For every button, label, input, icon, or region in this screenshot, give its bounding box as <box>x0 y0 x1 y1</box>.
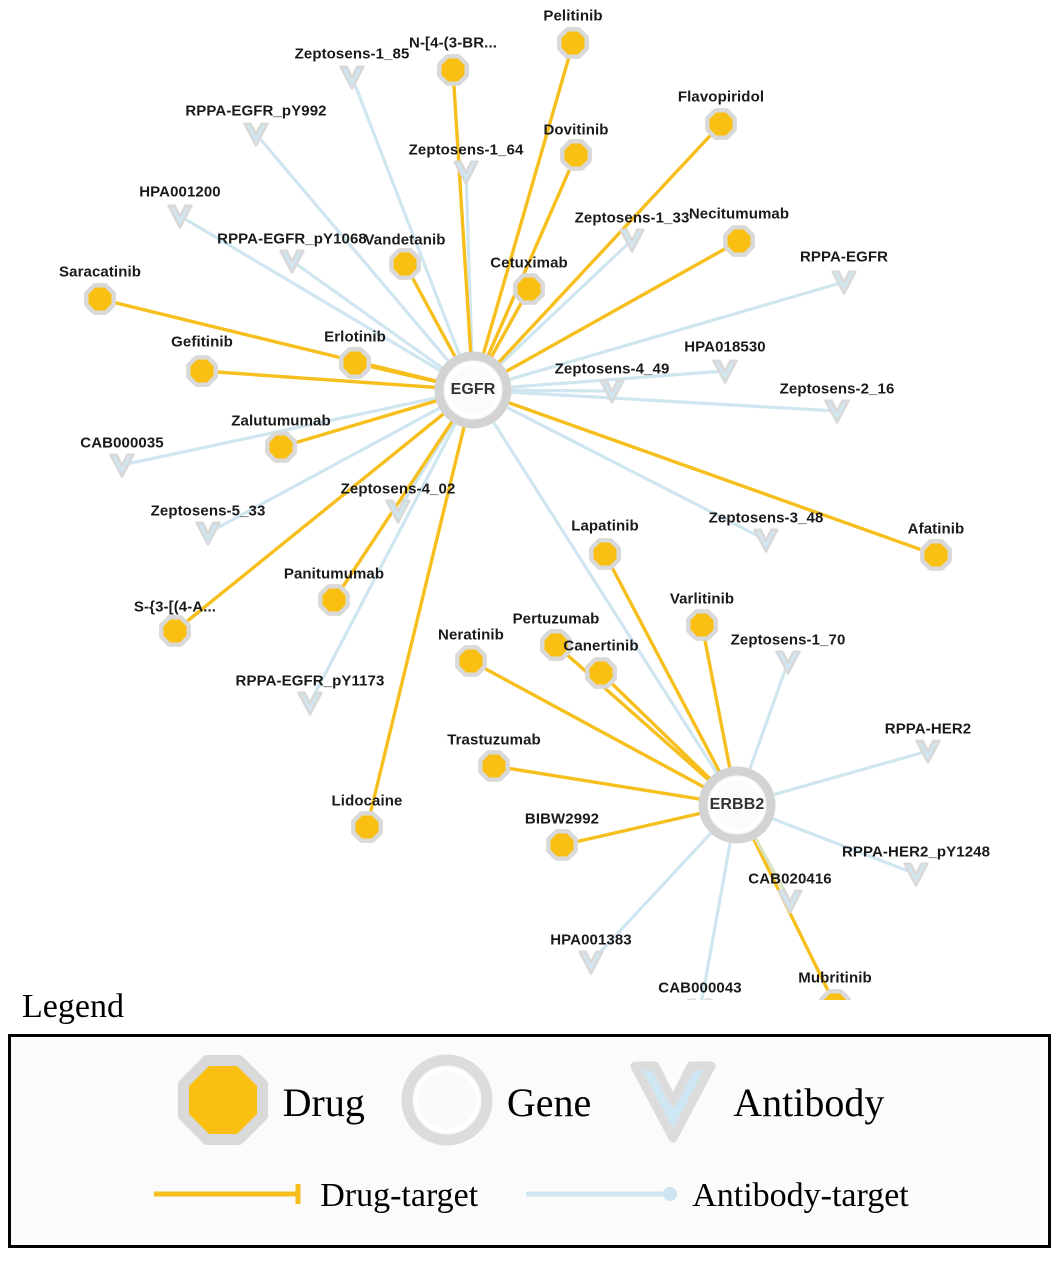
antibody-label: Zeptosens-4_02 <box>340 480 456 498</box>
antibody-label: RPPA-HER2 <box>884 720 972 738</box>
drug-octagon-icon <box>175 1052 271 1153</box>
legend-item-antibody-target <box>522 1177 909 1215</box>
gene-circle-icon <box>399 1052 495 1153</box>
drug-node <box>342 350 368 376</box>
antibody-label: Zeptosens-1_70 <box>730 631 846 649</box>
antibody-label: Zeptosens-1_33 <box>574 209 690 227</box>
drug-node <box>268 434 294 460</box>
drug-node <box>189 358 215 384</box>
antibody-label: Zeptosens-1_85 <box>294 45 410 63</box>
antibody-label: RPPA-HER2_pY1248 <box>841 843 991 861</box>
drug-label: BIBW2992 <box>524 810 600 828</box>
antibody-node <box>299 693 322 715</box>
drug-label: Panitumumab <box>283 565 385 583</box>
drug-node <box>592 541 618 567</box>
antibody-node <box>833 272 856 294</box>
drug-label: Necitumumab <box>688 205 790 223</box>
drug-node <box>87 286 113 312</box>
antibody-label: Zeptosens-5_33 <box>150 502 266 520</box>
antibody-label: RPPA-EGFR_pY1173 <box>235 672 385 690</box>
antibody-label: RPPA-EGFR_pY1068 <box>217 230 367 248</box>
antibody-node <box>111 455 134 477</box>
drug-label: Mubritinib <box>798 969 872 987</box>
drug-node <box>481 753 507 779</box>
antibody-label: HPA001200 <box>139 183 221 201</box>
drug-node <box>440 57 466 83</box>
antibody-node <box>777 652 800 674</box>
antibody-target-edge-icon <box>522 1180 682 1213</box>
drug-label: Neratinib <box>438 626 504 644</box>
drug-label: Lapatinib <box>571 517 639 535</box>
legend-label-drug-target: Drug-target <box>320 1177 479 1214</box>
drug-label: Dovitinib <box>543 121 609 139</box>
antibody-label: CAB000043 <box>658 979 742 997</box>
legend-item-antibody <box>625 1052 884 1153</box>
drug-label: Lidocaine <box>331 792 403 810</box>
drug-label: Pelitinib <box>543 7 603 25</box>
drug-target-edge <box>473 390 936 555</box>
drug-node <box>563 142 589 168</box>
drug-label: Pertuzumab <box>512 610 600 628</box>
antibody-node <box>341 67 364 89</box>
antibody-label: RPPA-EGFR <box>799 248 889 266</box>
antibody-node <box>755 530 778 552</box>
drug-node <box>549 832 575 858</box>
legend-item-drug <box>175 1052 365 1153</box>
drug-node <box>516 276 542 302</box>
antibody-label: Zeptosens-1_64 <box>408 141 524 159</box>
antibody-node <box>779 891 802 913</box>
drug-label: N-[4-(3-BR... <box>409 34 497 52</box>
gene-label: EGFR <box>450 381 496 398</box>
drug-label: Afatinib <box>907 520 965 538</box>
drug-node <box>321 587 347 613</box>
drug-target-edge <box>367 390 473 827</box>
antibody-node <box>169 206 192 228</box>
drug-label: Vandetanib <box>364 231 446 249</box>
antibody-node <box>281 251 304 273</box>
drug-node <box>708 111 734 137</box>
antibody-node <box>905 864 928 886</box>
antibody-label: HPA018530 <box>684 338 766 356</box>
drug-label: S-{3-[(4-A... <box>133 598 217 616</box>
antibody-label: RPPA-EGFR_pY992 <box>185 102 327 120</box>
antibody-node <box>197 523 220 545</box>
drug-node <box>560 30 586 56</box>
drug-node <box>588 660 614 686</box>
antibody-label: Zeptosens-3_48 <box>708 509 824 527</box>
drug-label: Canertinib <box>563 637 639 655</box>
drug-label: Flavopiridol <box>677 88 765 106</box>
legend-item-drug-target <box>150 1177 478 1215</box>
legend-label-gene: Gene <box>506 1079 592 1125</box>
legend-label-antibody: Antibody <box>733 1079 885 1125</box>
drug-label: Gefitinib <box>171 333 233 351</box>
drug-node <box>392 251 418 277</box>
antibody-chevron-icon <box>625 1052 721 1153</box>
legend-label-antibody-target: Antibody-target <box>692 1177 909 1214</box>
drug-label: Zalutumumab <box>231 412 331 430</box>
drug-node <box>726 228 752 254</box>
drug-label: Erlotinib <box>324 328 386 346</box>
antibody-label: CAB020416 <box>748 870 832 888</box>
drug-label: Varlitinib <box>669 590 735 608</box>
legend-title: Legend <box>22 988 124 1025</box>
drug-label: Trastuzumab <box>447 731 541 749</box>
legend-item-gene <box>399 1052 591 1153</box>
antibody-label: Zeptosens-4_49 <box>554 360 670 378</box>
drug-node <box>689 612 715 638</box>
drug-target-edge-icon <box>150 1180 310 1213</box>
drug-node <box>458 648 484 674</box>
drug-node <box>162 618 188 644</box>
legend-label-drug: Drug <box>282 1079 365 1125</box>
antibody-target-edge <box>310 390 473 703</box>
legend <box>8 988 1051 1248</box>
gene-label: ERBB2 <box>709 796 765 813</box>
antibody-label: CAB000035 <box>80 434 164 452</box>
drug-node <box>923 542 949 568</box>
antibody-label: Zeptosens-2_16 <box>779 380 895 398</box>
drug-label: Cetuximab <box>490 254 568 272</box>
antibody-label: HPA001383 <box>550 931 632 949</box>
legend-box <box>8 1034 1051 1248</box>
antibody-node <box>580 952 603 974</box>
drug-label: Saracatinib <box>59 263 141 281</box>
drug-node <box>354 814 380 840</box>
